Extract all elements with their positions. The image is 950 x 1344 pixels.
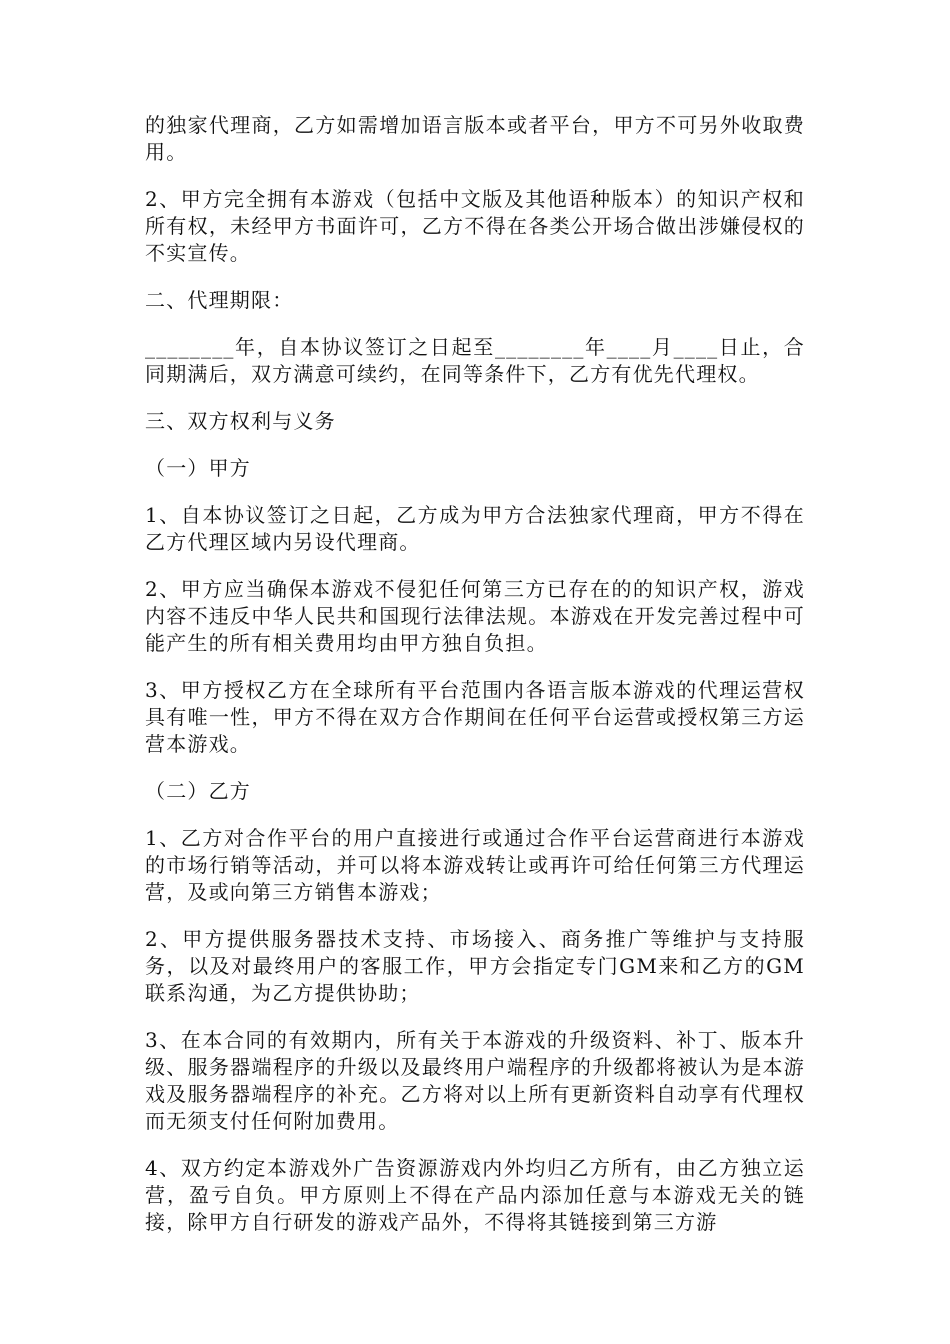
section-heading-term: 二、代理期限： xyxy=(145,288,294,312)
paragraph-a-3: 3、甲方授权乙方在全球所有平台范围内各语言版本游戏的代理运营权具有唯一性，甲方不得在双方合作期间在任何平台运营或授权第三方运营本游戏。 xyxy=(145,678,805,756)
paragraph-b-1: 1、乙方对合作平台的用户直接进行或通过合作平台运营商进行本游戏的市场行销等活动，并可以将本游戏转让或再许可给任何第三方代理运营，及或向第三方销售本游戏； xyxy=(145,826,805,904)
subheading-party-b: （二）乙方 xyxy=(145,779,251,803)
paragraph-b-3: 3、在本合同的有效期内，所有关于本游戏的升级资料、补丁、版本升级、服务器端程序的升级以及最终用户端程序的升级都将被认为是本游戏及服务器端程序的补充。乙方将对以上所有更新资料自动享有代理权而无须支付任何附加费用。 xyxy=(145,1028,805,1133)
paragraph-a-1: 1、自本协议签订之日起，乙方成为甲方合法独家代理商，甲方不得在乙方代理区域内另设代理商。 xyxy=(145,503,805,554)
paragraph-a-2: 2、甲方应当确保本游戏不侵犯任何第三方已存在的的知识产权，游戏内容不违反中华人民共和国现行法律法规。本游戏在开发完善过程中可能产生的所有相关费用均由甲方独自负担。 xyxy=(145,577,805,655)
section-heading-rights: 三、双方权利与义务 xyxy=(145,409,336,433)
paragraph-b-4: 4、双方约定本游戏外广告资源游戏内外均归乙方所有，由乙方独立运营，盈亏自负。甲方原则上不得在产品内添加任意与本游戏无关的链接，除甲方自行研发的游戏产品外，不得将其链接到第三方游 xyxy=(145,1156,805,1234)
paragraph-term: ________年，自本协议签订之日起至________年____月____日止，合同期满后，双方满意可续约，在同等条件下，乙方有优先代理权。 xyxy=(145,335,805,386)
paragraph-1: 的独家代理商，乙方如需增加语言版本或者平台，甲方不可另外收取费用。 xyxy=(145,113,805,164)
subheading-party-a: （一）甲方 xyxy=(145,456,251,480)
paragraph-b-2: 2、甲方提供服务器技术支持、市场接入、商务推广等维护与支持服务，以及对最终用户的客服工作，甲方会指定专门GM来和乙方的GM联系沟通，为乙方提供协助； xyxy=(145,927,805,1005)
document-body xyxy=(145,112,805,1256)
paragraph-2: 2、甲方完全拥有本游戏（包括中文版及其他语种版本）的知识产权和所有权，未经甲方书面许可，乙方不得在各类公开场合做出涉嫌侵权的不实宣传。 xyxy=(145,187,805,265)
